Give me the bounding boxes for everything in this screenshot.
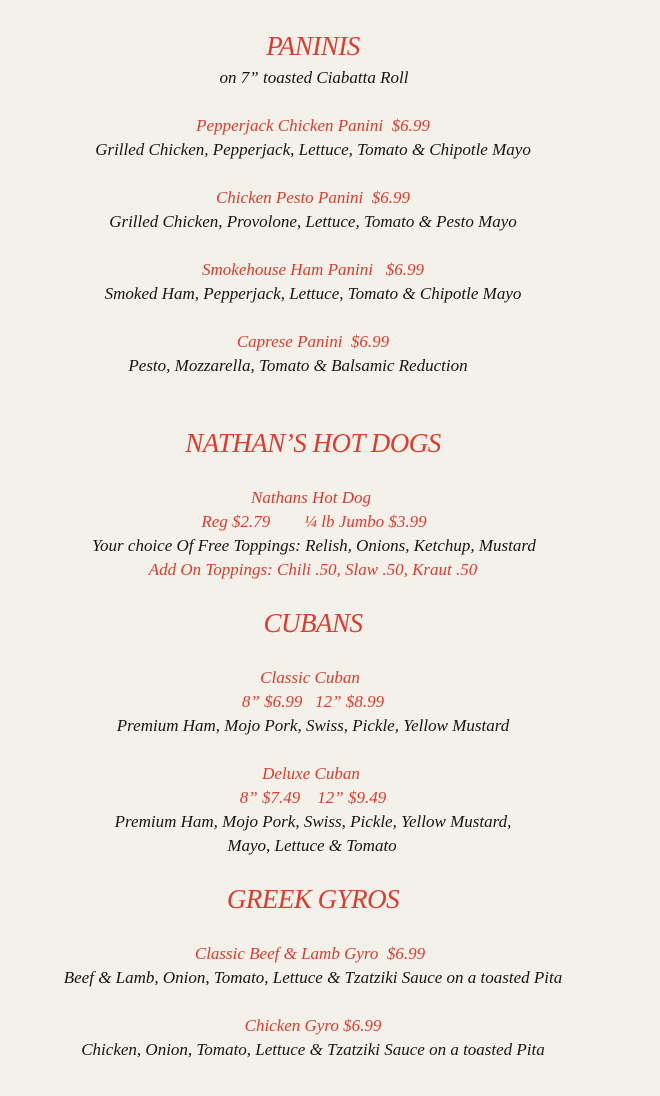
cubans-heading: CUBANS	[263, 608, 363, 638]
paninis-subheading: on 7” toasted Ciabatta Roll	[219, 68, 409, 87]
menu-item-title: Classic Beef & Lamb Gyro $6.99	[194, 944, 426, 963]
paninis-heading: PANINIS	[266, 31, 360, 61]
menu-item-description: Premium Ham, Mojo Pork, Swiss, Pickle, Yellow Mustard,	[114, 812, 512, 831]
menu-item-description: Premium Ham, Mojo Pork, Swiss, Pickle, Yellow Mustard	[116, 716, 510, 735]
hotdogs-heading: NATHAN’S HOT DOGS	[185, 428, 441, 458]
menu-item-prices: Reg $2.79 ¼ lb Jumbo $3.99	[201, 512, 427, 531]
menu-item-prices: 8” $6.99 12” $8.99	[241, 692, 385, 711]
menu-item-title: Pepperjack Chicken Panini $6.99	[196, 116, 430, 135]
gyros-heading: GREEK GYROS	[226, 884, 400, 914]
menu-item-description: Chicken, Onion, Tomato, Lettuce & Tzatziki Sauce on a toasted Pita	[81, 1040, 545, 1059]
menu-item-prices: 8” $7.49 12” $9.49	[239, 788, 387, 807]
menu-item-title: Nathans Hot Dog	[251, 488, 371, 507]
menu-item-title: Caprese Panini $6.99	[236, 332, 390, 351]
menu-item-title: Classic Cuban	[260, 668, 360, 687]
menu-item-description: Grilled Chicken, Provolone, Lettuce, Tomato & Pesto Mayo	[109, 212, 517, 231]
menu-item-description: Beef & Lamb, Onion, Tomato, Lettuce & Tzatziki Sauce on a toasted Pita	[63, 968, 563, 987]
menu-item-title: Smokehouse Ham Panini $6.99	[202, 260, 424, 279]
free-toppings-text: Your choice Of Free Toppings: Relish, Onions, Ketchup, Mustard	[92, 536, 536, 555]
menu-item-title: Chicken Gyro $6.99	[244, 1016, 382, 1035]
menu-item-description: Pesto, Mozzarella, Tomato & Balsamic Reduction	[128, 356, 468, 375]
menu-item-title: Deluxe Cuban	[262, 764, 360, 783]
menu-item-description: Mayo, Lettuce & Tomato	[227, 836, 397, 855]
menu-item-title: Chicken Pesto Panini $6.99	[215, 188, 411, 207]
menu-item-description: Smoked Ham, Pepperjack, Lettuce, Tomato & Chipotle Mayo	[104, 284, 522, 303]
addon-toppings-text: Add On Toppings: Chili .50, Slaw .50, Kraut .50	[148, 560, 478, 579]
menu-item-description: Grilled Chicken, Pepperjack, Lettuce, Tomato & Chipotle Mayo	[95, 140, 531, 159]
